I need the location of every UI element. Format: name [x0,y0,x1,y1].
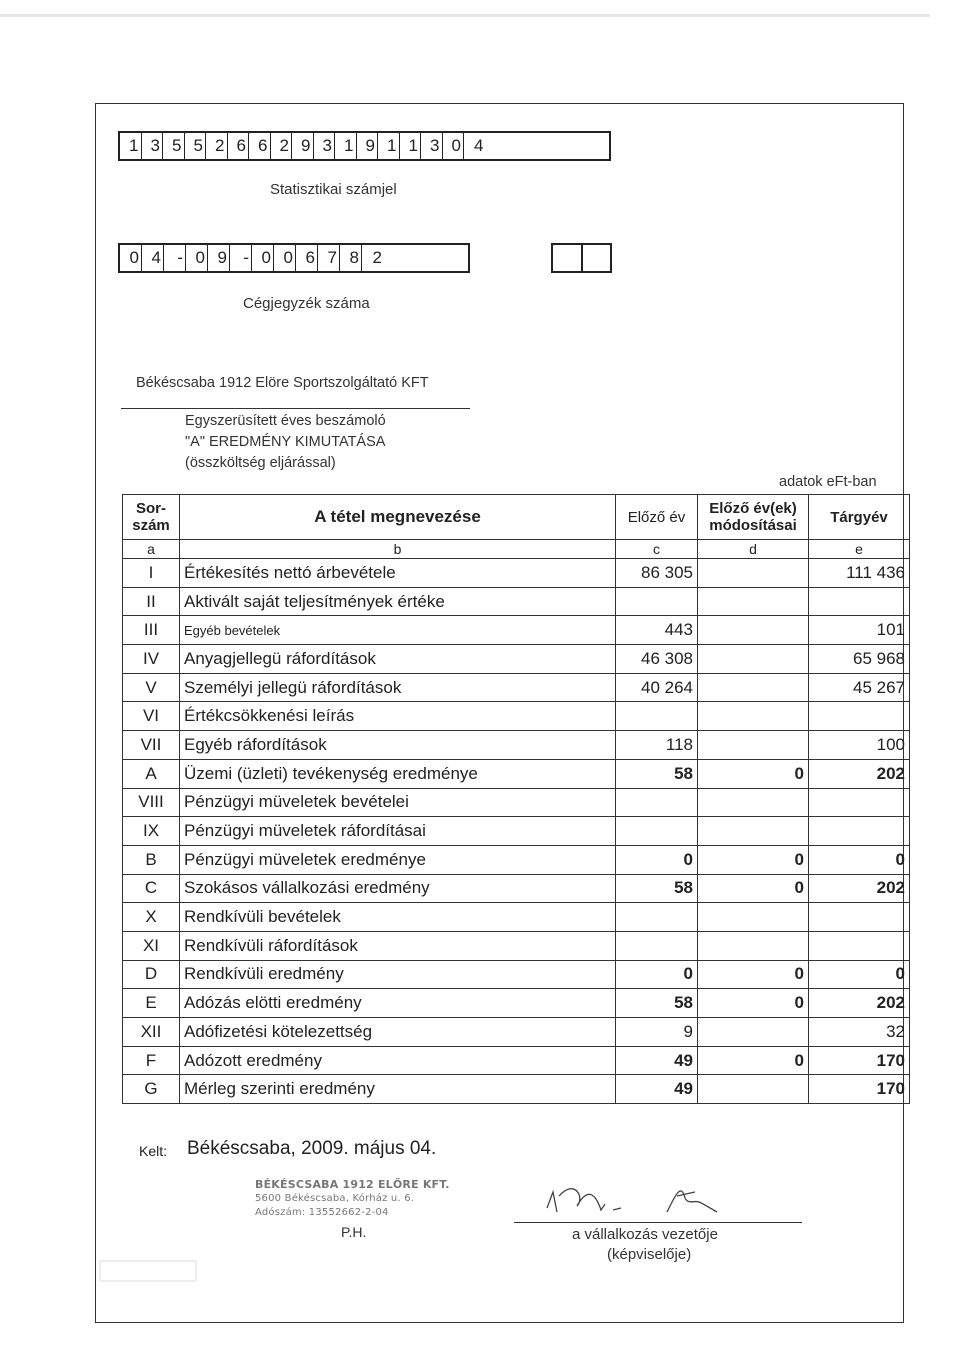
row-modifications [698,817,809,846]
row-current-year [809,903,910,932]
statistical-number-digit: 2 [206,133,228,159]
statistical-number-label: Statisztikai számjel [270,181,397,198]
row-previous-year: 40 264 [616,673,698,702]
table-row [123,673,910,702]
row-number: X [123,903,180,932]
company-registration-digit: 0 [274,245,296,271]
table-row [123,817,910,846]
statistical-number-digit: 5 [185,133,207,159]
row-number: E [123,989,180,1018]
row-number: IV [123,645,180,674]
row-number: XII [123,1018,180,1047]
row-current-year: 32 [809,1018,910,1047]
row-number: VIII [123,788,180,817]
row-previous-year [616,931,698,960]
row-modifications: 0 [698,960,809,989]
statistical-number-digit: 0 [443,133,465,159]
report-type: Egyszerüsített éves beszámoló [185,413,386,429]
date-label: Kelt: [139,1143,168,1159]
row-number: V [123,673,180,702]
table-row [123,587,910,616]
row-current-year [809,817,910,846]
row-previous-year [616,903,698,932]
row-modifications [698,645,809,674]
faded-corner-mark [98,1258,198,1284]
row-label: Adófizetési kötelezettség [180,1018,616,1047]
row-current-year: 202 [809,759,910,788]
row-label: Üzemi (üzleti) tevékenység eredménye [180,759,616,788]
row-previous-year [616,788,698,817]
row-current-year: 45 267 [809,673,910,702]
row-current-year [809,702,910,731]
row-previous-year: 86 305 [616,559,698,588]
row-modifications [698,731,809,760]
statistical-number-boxes [118,131,611,161]
row-current-year: 101 [809,616,910,645]
col-header-row-number: Sor-szám [123,495,180,540]
company-registration-digit: 0 [252,245,274,271]
table-row [123,1075,910,1104]
statistical-number-digit: 3 [142,133,164,159]
table-row [123,788,910,817]
row-modifications: 0 [698,759,809,788]
row-label: Értékesítés nettó árbevétele [180,559,616,588]
units-note: adatok eFt-ban [779,474,877,490]
row-current-year: 170 [809,1046,910,1075]
company-registration-digit: 6 [296,245,318,271]
row-previous-year [616,702,698,731]
row-label: Szokásos vállalkozási eredmény [180,874,616,903]
statistical-number-digit: 3 [314,133,336,159]
row-modifications: 0 [698,1046,809,1075]
row-previous-year: 0 [616,960,698,989]
row-number: XI [123,931,180,960]
col-letter-c: c [616,540,698,559]
row-label: Értékcsökkenési leírás [180,702,616,731]
row-number: D [123,960,180,989]
table-row [123,960,910,989]
row-modifications [698,903,809,932]
company-registration-digit: 7 [318,245,340,271]
signer-subtitle: (képviselője) [607,1246,692,1263]
row-modifications [698,587,809,616]
table-row [123,903,910,932]
row-current-year [809,587,910,616]
col-header-item-name: A tétel megnevezése [180,495,616,540]
row-number: VII [123,731,180,760]
col-letter-d: d [698,540,809,559]
table-row [123,645,910,674]
row-label: Adózott eredmény [180,1046,616,1075]
statistical-number-digit: 3 [421,133,443,159]
col-header-previous-year: Előző év [616,495,698,540]
col-letter-e: e [809,540,910,559]
table-row [123,931,910,960]
table-body [123,559,910,1104]
table-row [123,989,910,1018]
row-number: VI [123,702,180,731]
row-current-year: 0 [809,960,910,989]
row-modifications: 0 [698,989,809,1018]
table-row [123,731,910,760]
statistical-number-digit: 9 [357,133,379,159]
row-current-year [809,931,910,960]
signature-line [514,1222,802,1223]
table-row [123,616,910,645]
company-registration-digit: 8 [340,245,362,271]
statistical-number-digit: 6 [228,133,250,159]
row-number: C [123,874,180,903]
row-modifications [698,1018,809,1047]
row-previous-year: 9 [616,1018,698,1047]
row-current-year: 202 [809,874,910,903]
row-modifications [698,616,809,645]
company-underline [121,408,470,409]
blank-check-box [551,243,612,273]
row-label: Rendkívüli ráfordítások [180,931,616,960]
row-number: B [123,845,180,874]
statistical-number-digit: 4 [474,136,484,155]
row-number: A [123,759,180,788]
company-registration-boxes [118,243,470,273]
row-previous-year: 58 [616,759,698,788]
row-current-year: 100 [809,731,910,760]
table-row [123,845,910,874]
col-letter-b: b [180,540,616,559]
table-row [123,1046,910,1075]
row-number: IX [123,817,180,846]
statistical-number-digit: 1 [378,133,400,159]
statistical-number-digit: 5 [163,133,185,159]
row-current-year: 0 [809,845,910,874]
company-registration-label: Cégjegyzék száma [243,295,370,312]
row-label: Pénzügyi müveletek eredménye [180,845,616,874]
table-row [123,1018,910,1047]
row-previous-year: 49 [616,1046,698,1075]
row-label: Mérleg szerinti eredmény [180,1075,616,1104]
report-title: "A" EREDMÉNY KIMUTATÁSA [185,434,386,450]
signature-scribble [535,1168,745,1228]
statistical-number-digit: 2 [271,133,293,159]
signer-title: a vállalkozás vezetője [572,1226,718,1243]
row-number: G [123,1075,180,1104]
statistical-number-digit: 1 [335,133,357,159]
row-previous-year: 46 308 [616,645,698,674]
row-previous-year: 118 [616,731,698,760]
table-row [123,559,910,588]
row-modifications: 0 [698,845,809,874]
row-modifications [698,931,809,960]
row-number: I [123,559,180,588]
row-previous-year: 443 [616,616,698,645]
stamp-line-name: BÉKÉSCSABA 1912 ELŐRE KFT. [255,1178,450,1191]
row-label: Pénzügyi müveletek bevételei [180,788,616,817]
col-header-modifications: Előző év(ek) módosításai [698,495,809,540]
row-label: Pénzügyi müveletek ráfordításai [180,817,616,846]
company-registration-digit: 0 [186,245,208,271]
row-number: III [123,616,180,645]
col-header-current-year: Tárgyév [809,495,910,540]
row-previous-year: 0 [616,845,698,874]
row-current-year: 111 436 [809,559,910,588]
company-registration-digit: - [164,245,186,271]
statistical-number-digit: 6 [249,133,271,159]
stamp-line-tax: Adószám: 13552662-2-04 [255,1207,389,1218]
row-previous-year: 58 [616,874,698,903]
report-method: (összköltség eljárással) [185,455,336,471]
stamp-place-label: P.H. [341,1224,367,1240]
company-registration-digit: 9 [208,245,230,271]
statistical-number-digit: 9 [292,133,314,159]
date-place-value: Békéscsaba, 2009. május 04. [187,1138,437,1159]
statistical-number-digit: 1 [120,133,142,159]
col-letter-a: a [123,540,180,559]
company-registration-digit: 4 [142,245,164,271]
row-previous-year [616,587,698,616]
row-label: Személyi jellegü ráfordítások [180,673,616,702]
row-modifications [698,788,809,817]
row-label: Aktivált saját teljesítmények értéke [180,587,616,616]
row-modifications [698,1075,809,1104]
row-label: Adózás elötti eredmény [180,989,616,1018]
statistical-number-digit: 1 [400,133,422,159]
row-number: F [123,1046,180,1075]
company-registration-digit: 0 [120,245,142,271]
table-row [123,759,910,788]
table-row [123,874,910,903]
row-label: Egyéb ráfordítások [180,731,616,760]
income-statement-table [122,494,910,1104]
company-name: Békéscsaba 1912 Elöre Sportszolgáltató KFT [136,375,429,391]
row-label: Rendkívüli bevételek [180,903,616,932]
row-modifications [698,559,809,588]
row-modifications: 0 [698,874,809,903]
row-current-year [809,788,910,817]
table-row [123,702,910,731]
scan-edge [0,14,930,17]
row-modifications [698,673,809,702]
row-number: II [123,587,180,616]
stamp-line-address: 5600 Békéscsaba, Kórház u. 6. [255,1193,415,1204]
row-label: Anyagjellegü ráfordítások [180,645,616,674]
company-registration-digit: - [230,245,252,271]
row-label: Egyéb bevételek [180,616,616,645]
company-registration-digit: 2 [372,248,382,267]
row-modifications [698,702,809,731]
row-previous-year [616,817,698,846]
row-current-year: 65 968 [809,645,910,674]
row-previous-year: 49 [616,1075,698,1104]
row-current-year: 202 [809,989,910,1018]
row-previous-year: 58 [616,989,698,1018]
row-label: Rendkívüli eredmény [180,960,616,989]
row-current-year: 170 [809,1075,910,1104]
